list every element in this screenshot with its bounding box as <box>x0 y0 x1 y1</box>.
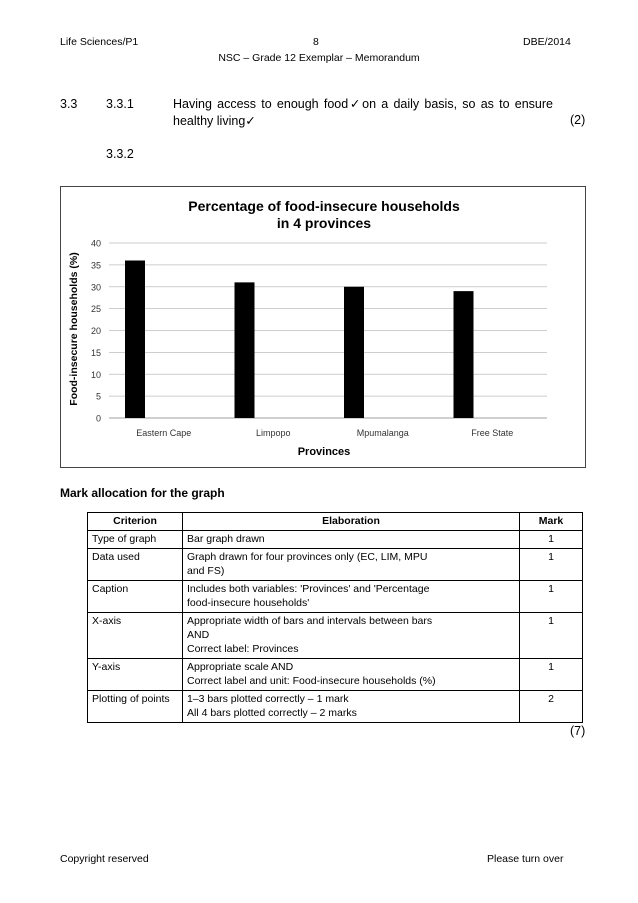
mark-cell: 1 <box>520 613 583 659</box>
subquestion-number-2: 3.3.2 <box>106 147 134 161</box>
y-tick-label: 5 <box>95 391 101 402</box>
column-header-elaboration: Elaboration <box>183 513 520 531</box>
mark-cell: 1 <box>520 549 583 581</box>
rubric-table <box>87 512 583 723</box>
bar-chart <box>61 187 587 469</box>
answer-line-2: healthy living✓ <box>173 114 256 128</box>
y-tick-label: 35 <box>90 260 101 271</box>
rubric-header-row <box>88 513 583 531</box>
criterion-cell: Caption <box>88 581 183 613</box>
chart-title-line-1: Percentage of food-insecure households <box>188 198 460 214</box>
y-tick-label: 20 <box>90 326 101 336</box>
table-row <box>88 549 583 581</box>
table-row <box>88 531 583 549</box>
column-header-mark: Mark <box>520 513 583 531</box>
x-tick-label: Mpumalanga <box>356 428 409 438</box>
y-tick-label: 30 <box>90 282 101 293</box>
column-header-criterion: Criterion <box>88 513 183 531</box>
total-marks: (7) <box>570 724 586 738</box>
table-row <box>88 691 583 723</box>
criterion-cell: Type of graph <box>88 531 183 549</box>
bar <box>125 261 145 419</box>
mark-cell: 2 <box>520 691 583 723</box>
y-tick-label: 15 <box>90 347 101 358</box>
bar <box>454 291 474 418</box>
table-row <box>88 581 583 613</box>
footer-right: Please turn over <box>487 853 564 865</box>
criterion-cell: Data used <box>88 549 183 581</box>
page-number: 8 <box>313 36 319 48</box>
mark-cell: 1 <box>520 581 583 613</box>
rubric-heading: Mark allocation for the graph <box>60 486 225 500</box>
elaboration-cell: Bar graph drawn <box>183 531 520 549</box>
answer-line-1: Having access to enough food✓on a daily basis, so as to ensure <box>173 97 553 111</box>
chart-frame <box>60 186 586 468</box>
x-axis-label: Provinces <box>297 446 351 458</box>
header-subtitle: NSC – Grade 12 Exemplar – Memorandum <box>218 52 420 64</box>
y-tick-label: 10 <box>90 369 101 380</box>
elaboration-cell: Graph drawn for four provinces only (EC, LIM, MPU and FS) <box>183 549 520 581</box>
y-tick-label: 25 <box>90 304 101 315</box>
criterion-cell: X-axis <box>88 613 183 659</box>
table-row <box>88 659 583 691</box>
mark-cell: 1 <box>520 659 583 691</box>
elaboration-cell: Appropriate scale AND Correct label and unit: Food-insecure households (%) <box>183 659 520 691</box>
bar <box>235 282 255 418</box>
elaboration-cell: Includes both variables: 'Provinces' and 'Percentage food-insecure households' <box>183 581 520 613</box>
criterion-cell: Y-axis <box>88 659 183 691</box>
footer-left: Copyright reserved <box>60 853 149 865</box>
criterion-cell: Plotting of points <box>88 691 183 723</box>
y-tick-label: 0 <box>95 413 101 424</box>
elaboration-cell: 1–3 bars plotted correctly – 1 mark All 4 bars plotted correctly – 2 marks <box>183 691 520 723</box>
mark-cell: 1 <box>520 531 583 549</box>
x-tick-label: Limpopo <box>255 428 291 438</box>
y-axis-label: Food-insecure households (%) <box>68 252 80 406</box>
elaboration-cell: Appropriate width of bars and intervals between bars AND Correct label: Provinces <box>183 613 520 659</box>
table-row <box>88 613 583 659</box>
header-left: Life Sciences/P1 <box>60 36 139 48</box>
answer-marks: (2) <box>570 113 586 127</box>
question-number: 3.3 <box>60 97 78 111</box>
y-tick-label: 40 <box>90 238 101 249</box>
x-tick-label: Eastern Cape <box>136 428 192 438</box>
bar <box>344 287 364 418</box>
subquestion-number: 3.3.1 <box>106 97 134 111</box>
x-tick-label: Free State <box>471 428 514 438</box>
chart-title-line-2: in 4 provinces <box>276 215 372 231</box>
header-right: DBE/2014 <box>523 36 571 48</box>
